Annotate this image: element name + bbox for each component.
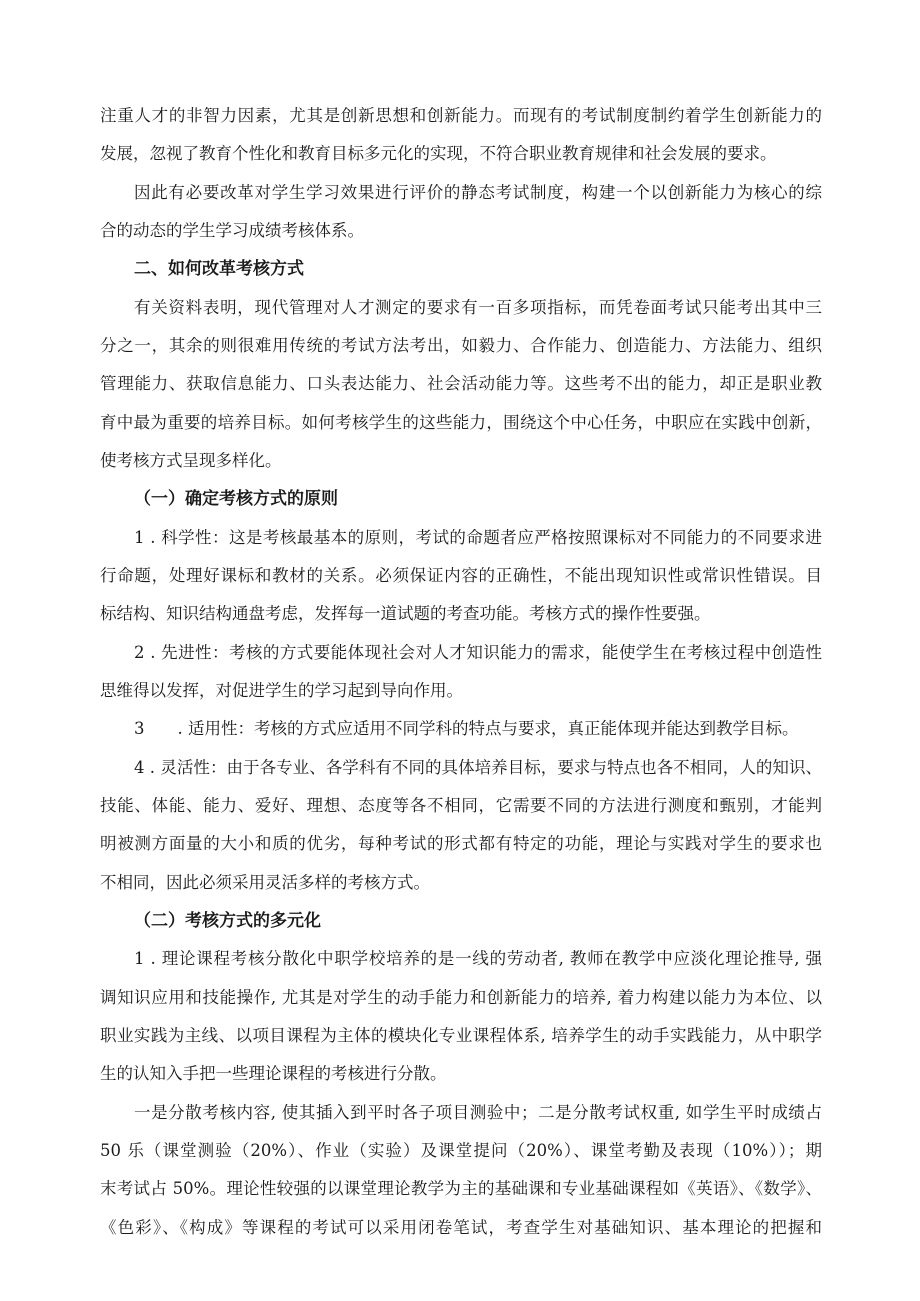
section-heading: 二、如何改革考核方式 — [134, 259, 304, 279]
paragraph-line: 1 . 科学性：这是考核最基本的原则，考试的命题者应严格按照课标对不同能力的不同要求进 — [134, 528, 822, 547]
paragraph-line: 行命题，处理好课标和教材的关系。必须保证内容的正确性，不能出现知识性或常识性错误。目 — [100, 566, 822, 585]
paragraph-line: 1 . 理论课程考核分散化中职学校培养的是一线的劳动者, 教师在教学中应淡化理论推导, 强 — [134, 949, 822, 968]
paragraph-line: 50 乐（课堂测验（20%）、作业（实验）及课堂提问（20%）、课堂考勤及表现（10%））；期 — [100, 1141, 822, 1160]
paragraph-line: 末考试占 50%。理论性较强的以课堂理论教学为主的基础课和专业基础课程如《英语》、《数学》、 — [100, 1179, 822, 1198]
paragraph-line: 标结构、知识结构通盘考虑，发挥每一道试题的考查功能。考核方式的操作性要强。 — [100, 604, 711, 623]
paragraph-line: 不相同，因此必须采用灵活多样的考核方式。 — [100, 873, 430, 892]
paragraph-line: 技能、体能、能力、爱好、理想、态度等各不相同，它需要不同的方法进行测度和甄别，才能判 — [100, 796, 822, 815]
paragraph-line: 育中最为重要的培养目标。如何考核学生的这些能力，围绕这个中心任务，中职应在实践中创新， — [100, 413, 822, 432]
paragraph-line: 发展，忽视了教育个性化和教育目标多元化的实现，不符合职业教育规律和社会发展的要求。 — [100, 144, 777, 163]
paragraph-line: 《色彩》、《构成》等课程的考试可以采用闭卷笔试，考查学生对基础知识、基本理论的把握和 — [100, 1218, 822, 1237]
paragraph-line: 明被测方面量的大小和质的优劣，每种考试的形式都有特定的功能，理论与实践对学生的要求也 — [100, 834, 822, 853]
paragraph-line: 因此有必要改革对学生学习效果进行评价的静态考试制度，构建一个以创新能力为核心的综 — [134, 183, 822, 202]
paragraph-line: 有关资料表明，现代管理对人才测定的要求有一百多项指标，而凭卷面考试只能考出其中三 — [134, 298, 822, 317]
paragraph-line: 3 . 适用性：考核的方式应适用不同学科的特点与要求，真正能体现并能达到教学目标。 — [134, 719, 799, 738]
paragraph-line: 合的动态的学生学习成绩考核体系。 — [100, 221, 364, 240]
paragraph-line: 思维得以发挥，对促进学生的学习起到导向作用。 — [100, 681, 463, 700]
subsection-heading: （二）考核方式的多元化 — [134, 911, 321, 931]
paragraph-line: 一是分散考核内容, 使其插入到平时各子项目测验中；二是分散考试权重, 如学生平时成绩占 — [134, 1103, 822, 1122]
paragraph-line: 使考核方式呈现多样化。 — [100, 451, 282, 470]
paragraph-line: 管理能力、获取信息能力、口头表达能力、社会活动能力等。这些考不出的能力，却正是职业教 — [100, 374, 822, 393]
paragraph-line: 4 . 灵活性：由于各专业、各学科有不同的具体培养目标，要求与特点也各不相同，人的知识、 — [134, 758, 822, 777]
paragraph-line: 注重人才的非智力因素，尤其是创新思想和创新能力。而现有的考试制度制约着学生创新能力的 — [100, 106, 822, 125]
paragraph-line: 生的认知入手把一些理论课程的考核进行分散。 — [100, 1064, 447, 1083]
subsection-heading: （一）确定考核方式的原则 — [134, 489, 338, 509]
paragraph-line: 分之一，其余的则很难用传统的考试方法考出，如毅力、合作能力、创造能力、方法能力、组织 — [100, 336, 822, 355]
paragraph-line: 调知识应用和技能操作, 尤其是对学生的动手能力和创新能力的培养, 着力构建以能力为本位、以 — [100, 988, 822, 1007]
paragraph-line: 职业实践为主线、以项目课程为主体的模块化专业课程体系, 培养学生的动手实践能力，从中职学 — [100, 1026, 822, 1045]
paragraph-line: 2 . 先进性：考核的方式要能体现社会对人才知识能力的需求，能使学生在考核过程中创造性 — [134, 643, 822, 662]
